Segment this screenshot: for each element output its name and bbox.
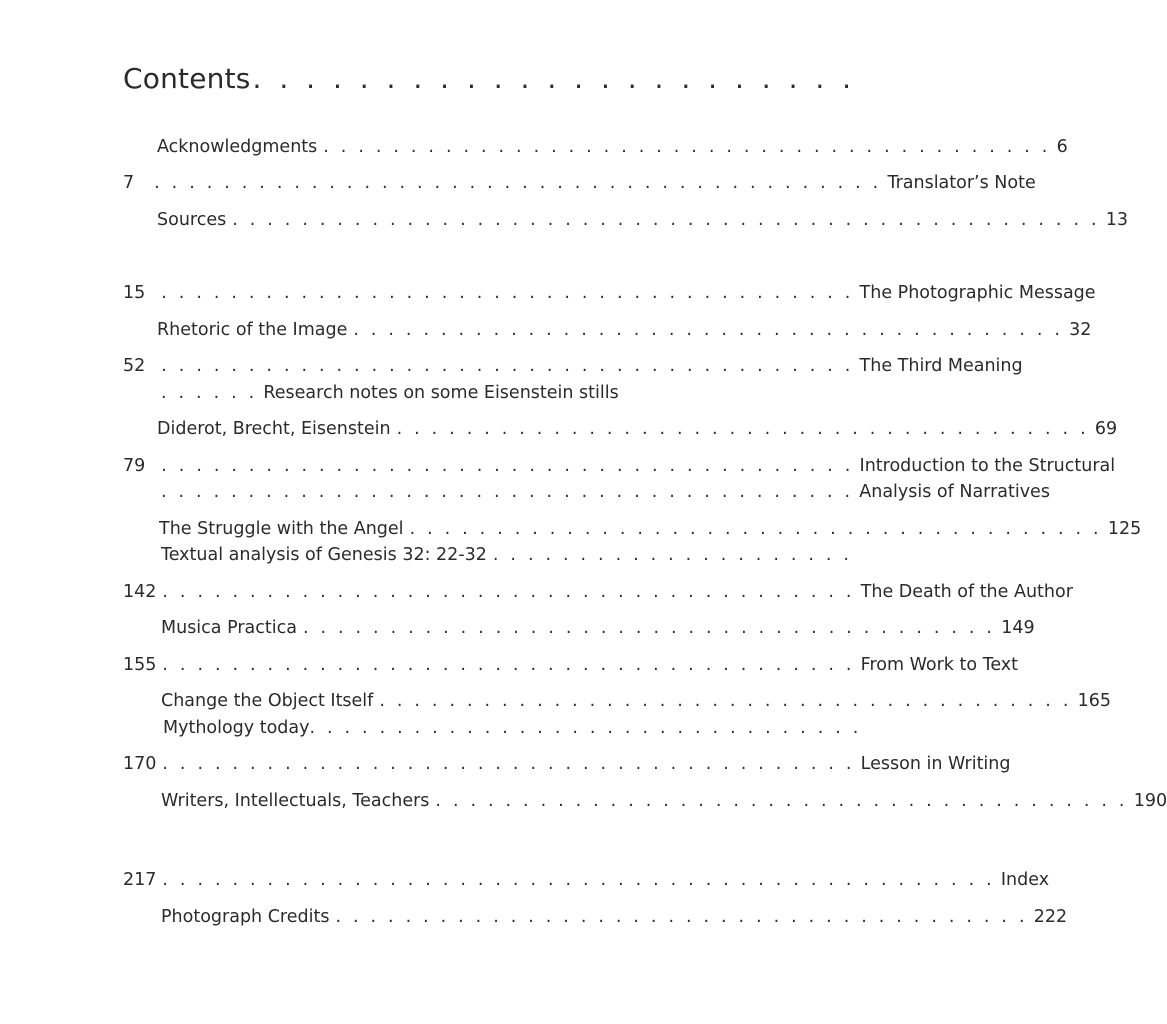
- toc-entry-page: 32: [1069, 320, 1092, 340]
- toc-entry-musica-practica: [161, 615, 1035, 641]
- leader-dots: . . . . . . . . . . . . . . . . . . . . . . . . . . . . . . . . . . . . . . . .: [409, 519, 1102, 539]
- toc-entry-text: Research notes on some Eisenstein stills: [263, 383, 619, 403]
- toc-entry-death-of-author: [123, 579, 1073, 605]
- leader-dots: . . . . . . . . . . . . . . . . . . . . . . . . . . . . . . . . . . . . . . . . . .: [323, 137, 1051, 157]
- toc-entry-text: The Photographic Message: [859, 283, 1096, 303]
- leader-dots: . . . . . . . . . . . . . . . . . . . . . . . . . . . . . . . . . . . . . . . .: [161, 283, 854, 303]
- toc-entry-text: Writers, Intellectuals, Teachers: [161, 791, 430, 811]
- toc-entry-page: 222: [1033, 907, 1068, 927]
- toc-entry-eisenstein-notes: [157, 380, 619, 406]
- leader-dots: . . . . . . . . . . . . . . . . . . . . . . . . . . . . . . . . . . . . . . . .: [335, 907, 1028, 927]
- leader-dots: . . . . . . . . . . . . . . . . . . . . . . . . . . . . . . . . . . . . . . . . . . . . . . . .: [162, 870, 995, 890]
- leader-dots: . . . . . . . . . . . . . . . . . . . . .: [492, 545, 853, 565]
- toc-entry-text: Diderot, Brecht, Eisenstein: [157, 419, 391, 439]
- leader-dots: . . . . . . . . . . . . . . . . . . . . . . . . . . . . . . . . . . . . . . . .: [161, 456, 854, 476]
- toc-entry-page: 15: [123, 283, 146, 303]
- toc-entry-photographic-message: [123, 280, 1096, 306]
- toc-entry-page: 142: [123, 582, 157, 602]
- toc-entry-genesis: [161, 542, 853, 568]
- toc-entry-text: Change the Object Itself: [161, 691, 374, 711]
- leader-dots: . . . . . . . . . . . . . . . . . . . . . . . . . . . . . . . . . . . . . . . .: [302, 618, 996, 638]
- toc-entry-change-object: [161, 688, 1112, 714]
- toc-entry-text: Introduction to the Structural: [859, 456, 1116, 476]
- leader-dots: . . . . . . . . . . . . . . . . . . . . . . . . . . . . . . . . . . . . . . . .: [379, 691, 1072, 711]
- toc-entry-text: The Third Meaning: [859, 356, 1023, 376]
- toc-entry-page: 7: [123, 173, 135, 193]
- leader-dots: . . . . . . . . . . . . . . . . . . . . . . . . . . . . . . . . . . . . . . . .: [162, 754, 855, 774]
- toc-entry-translators-note: [123, 170, 1036, 196]
- toc-entry-lesson-in-writing: [123, 751, 1011, 777]
- contents-title: [123, 62, 856, 95]
- toc-entry-text: Lesson in Writing: [860, 754, 1011, 774]
- toc-entry-mythology-today: [163, 715, 862, 741]
- toc-entry-text: Sources: [157, 210, 227, 230]
- leader-dots: . . . . . . . . . . . . . . . . . . . . . . . . . . . . . . . . . . . . . . . . . . . . . . . . . .: [232, 210, 1100, 230]
- toc-entry-text: Photograph Credits: [161, 907, 330, 927]
- toc-entry-text: Index: [1000, 870, 1050, 890]
- toc-entry-struggle-angel: [159, 516, 1142, 542]
- leader-dots: . . . . . . . . . . . . . . . . . . . . . . . . . . . . . . . . . . . . . . . . . .: [154, 173, 882, 193]
- toc-entry-text: From Work to Text: [860, 655, 1018, 675]
- toc-entry-page: 190: [1133, 791, 1167, 811]
- toc-entry-writers-intellectuals: [161, 788, 1167, 814]
- toc-entry-sources: [157, 207, 1129, 233]
- contents-heading: Contents: [123, 62, 251, 95]
- toc-entry-page: 149: [1001, 618, 1035, 638]
- title-leader-dots: . . . . . . . . . . . . . . . . . . . . . . .: [252, 62, 856, 95]
- leader-dots: . . . . . . . . . . . . . . . . . . . . . . . . . . . . . . . . . . . . . . . .: [161, 482, 854, 502]
- toc-entry-work-to-text: [123, 652, 1018, 678]
- toc-entry-text: The Struggle with the Angel: [159, 519, 404, 539]
- toc-entry-third-meaning: [123, 353, 1023, 379]
- toc-entry-page: 52: [123, 356, 146, 376]
- toc-entry-photograph-credits: [161, 904, 1068, 930]
- toc-entry-text: Musica Practica: [161, 618, 297, 638]
- leader-dots: . . . . . . . . . . . . . . . . . . . . . . . . . . . . . . . .: [309, 718, 862, 738]
- toc-entry-introduction-structural: [123, 453, 1116, 479]
- toc-entry-text: The Death of the Author: [860, 582, 1073, 602]
- toc-entry-page: 13: [1105, 210, 1129, 230]
- toc-entry-page: 69: [1094, 419, 1118, 439]
- toc-entry-page: 6: [1056, 137, 1068, 157]
- toc-entry-page: 165: [1077, 691, 1112, 711]
- toc-entry-text: Acknowledgments: [157, 137, 318, 157]
- leader-dots: . . . . . . . . . . . . . . . . . . . . . . . . . . . . . . . . . . . . . . . .: [162, 582, 855, 602]
- leader-dots: . . . . . .: [161, 383, 258, 403]
- toc-entry-acknowledgments: [157, 134, 1068, 160]
- toc-entry-diderot: [157, 416, 1118, 442]
- toc-entry-page: 79: [123, 456, 146, 476]
- leader-dots: . . . . . . . . . . . . . . . . . . . . . . . . . . . . . . . . . . . . . . . .: [161, 356, 854, 376]
- leader-dots: . . . . . . . . . . . . . . . . . . . . . . . . . . . . . . . . . . . . . . . .: [396, 419, 1089, 439]
- leader-dots: . . . . . . . . . . . . . . . . . . . . . . . . . . . . . . . . . . . . . . . . .: [353, 320, 1064, 340]
- toc-entry-index: [123, 867, 1050, 893]
- toc-entry-text: Rhetoric of the Image: [157, 320, 348, 340]
- leader-dots: . . . . . . . . . . . . . . . . . . . . . . . . . . . . . . . . . . . . . . . .: [162, 655, 855, 675]
- toc-entry-page: 155: [123, 655, 157, 675]
- toc-entry-text: Translator’s Note: [887, 173, 1036, 193]
- toc-entry-rhetoric-of-the-image: [157, 317, 1092, 343]
- toc-entry-text: Mythology today: [163, 718, 310, 738]
- toc-entry-text: Textual analysis of Genesis 32: 22-32: [161, 545, 487, 565]
- toc-entry-analysis-narratives: [157, 479, 1050, 505]
- toc-entry-page: 170: [123, 754, 157, 774]
- toc-entry-page: 125: [1107, 519, 1142, 539]
- leader-dots: . . . . . . . . . . . . . . . . . . . . . . . . . . . . . . . . . . . . . . . .: [435, 791, 1128, 811]
- toc-entry-page: 217: [123, 870, 157, 890]
- toc-entry-text: Analysis of Narratives: [859, 482, 1050, 502]
